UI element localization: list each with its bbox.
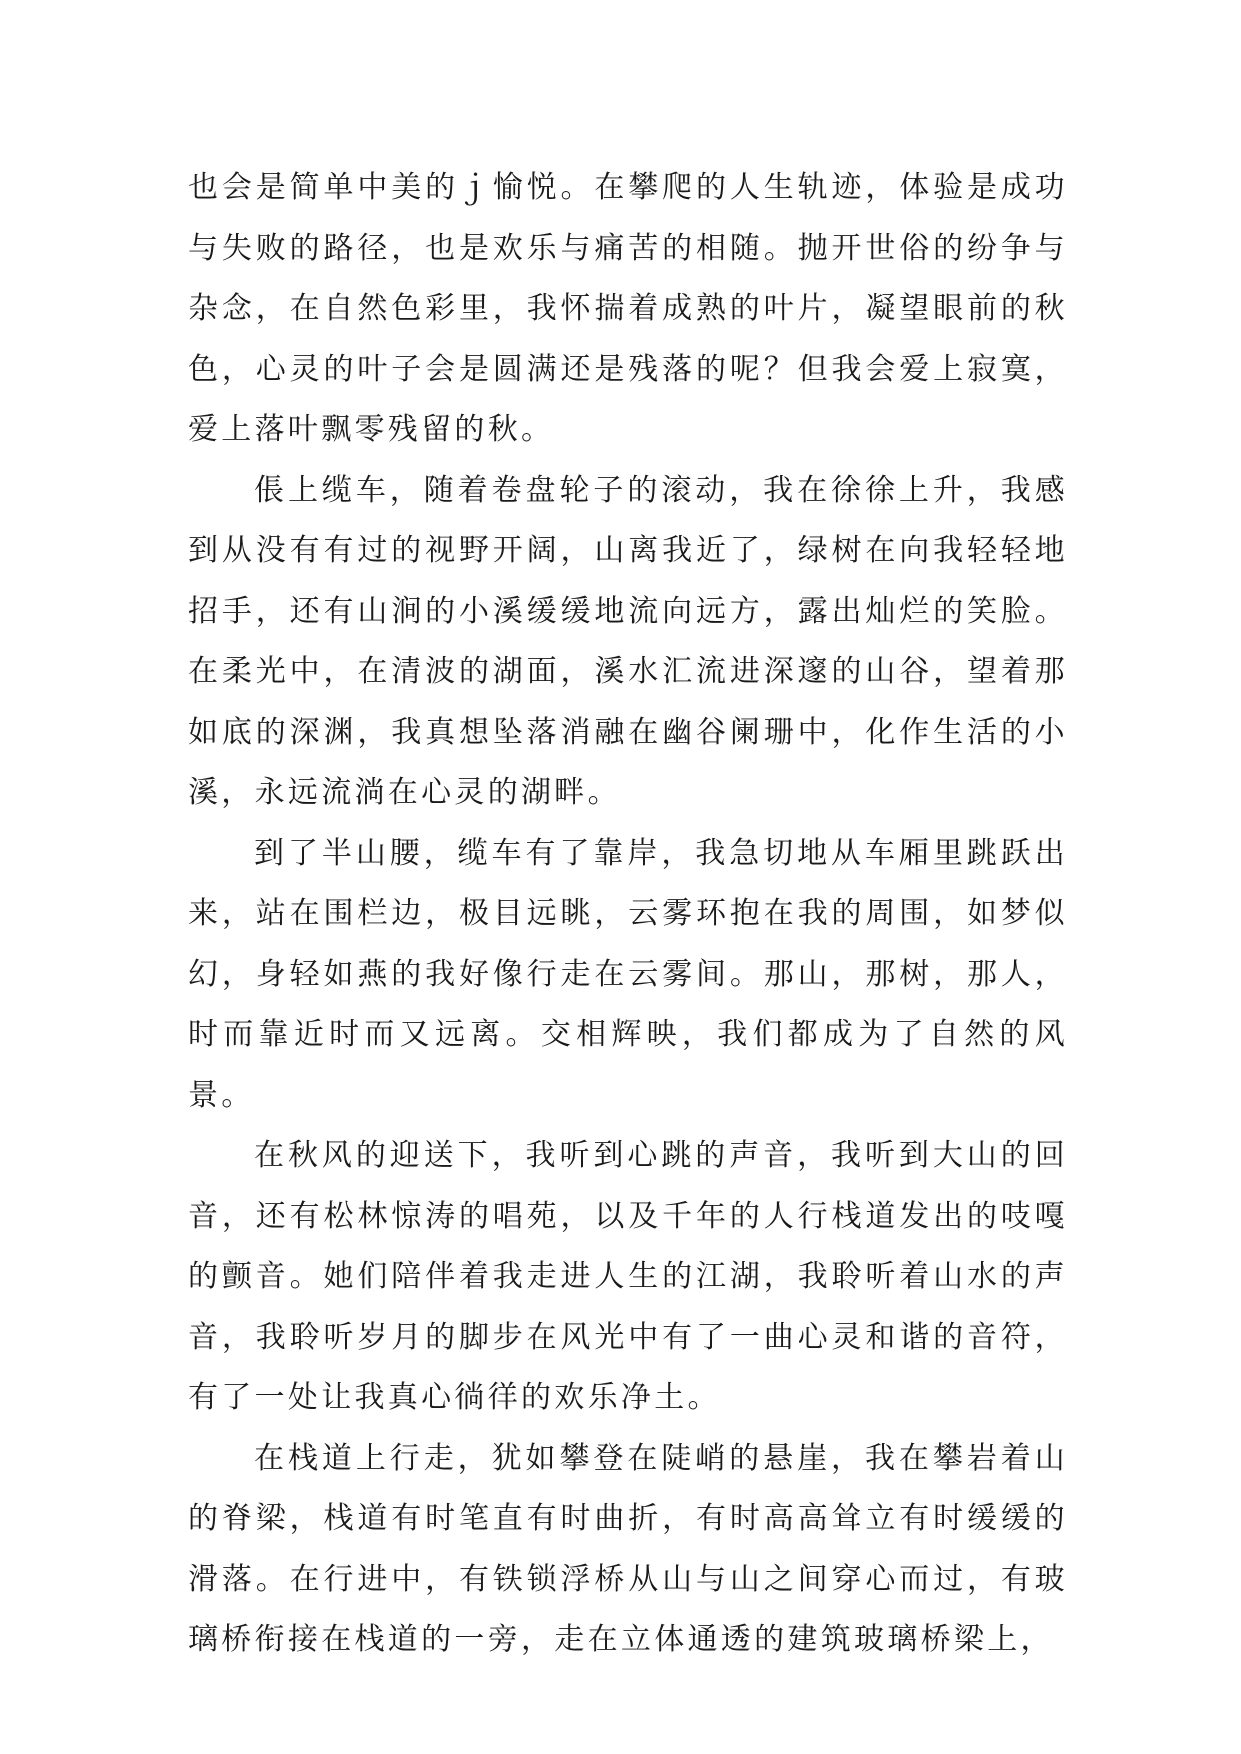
document-page xyxy=(188,158,1068,1671)
paragraph-4: 在秋风的迎送下，我听到心跳的声音，我听到大山的回音，还有松林惊涛的唱苑，以及千年的人行栈道发出的吱嘎的颤音。她们陪伴着我走进人生的江湖，我聆听着山水的声音，我聆听岁月的脚步在风光中有了一曲心灵和谐的音符，有了一处让我真心徜徉的欢乐净土。 xyxy=(188,1138,1068,1415)
paragraph-3: 到了半山腰，缆车有了靠岸，我急切地从车厢里跳跃出来，站在围栏边，极目远眺，云雾环抱在我的周围，如梦似幻，身轻如燕的我好像行走在云雾间。那山，那树，那人，时而靠近时而又远离。交相辉映，我们都成为了自然的风景。 xyxy=(188,835,1068,1113)
paragraph-5: 在栈道上行走，犹如攀登在陡峭的悬崖，我在攀岩着山的脊梁，栈道有时笔直有时曲折，有时高高耸立有时缓缓的滑落。在行进中，有铁锁浮桥从山与山之间穿心而过，有玻璃桥衔接在栈道的一旁，走在立体通透的建筑玻璃桥梁上， xyxy=(188,1440,1068,1657)
paragraph-2: 倀上缆车，随着卷盘轮子的滚动，我在徐徐上升，我感到从没有有过的视野开阔，山离我近了，绿树在向我轻轻地招手，还有山涧的小溪缓缓地流向远方，露出灿烂的笑脸。在柔光中，在清波的湖面，溪水汇流进深邃的山谷，望着那如底的深渊，我真想坠落消融在幽谷阑珊中，化作生活的小溪，永远流淌在心灵的湖畔。 xyxy=(188,472,1068,810)
paragraph-1: 也会是简单中美的ｊ愉悦。在攀爬的人生轨迹，体验是成功与失败的路径，也是欢乐与痛苦的相随。抛开世俗的纷争与杂念，在自然色彩里，我怀揣着成熟的叶片，凝望眼前的秋色，心灵的叶子会是圆满还是残落的呢？但我会爱上寂寞，爱上落叶飘零残留的秋。 xyxy=(188,170,1068,447)
